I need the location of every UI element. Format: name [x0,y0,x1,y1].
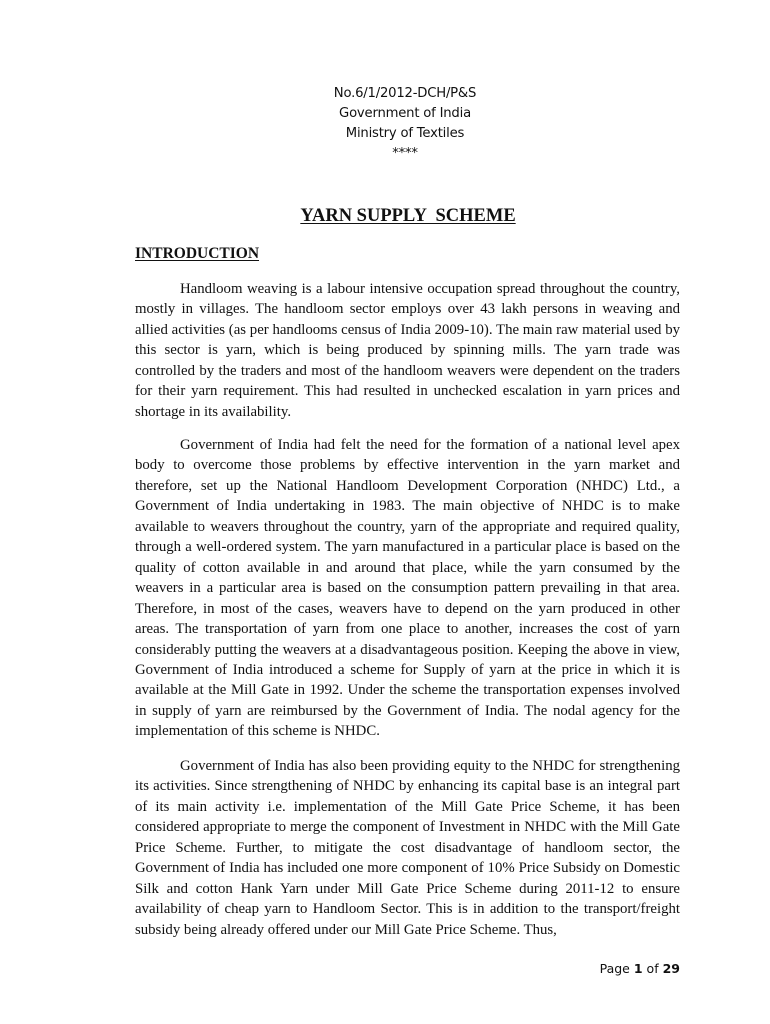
letterhead [0,84,770,164]
of-label: of [646,961,659,976]
page-footer [600,961,680,976]
paragraph-1: Handloom weaving is a labour intensive occupation spread throughout the country, mostly in villages. The handloom sector employs over 43 lakh persons in weaving and allied activities (as per handlooms census of India 2009-10). The main raw material used by this sector is yarn, which is being produced by spinning mills. The yarn trade was controlled by the traders and most of the handloom weavers were dependent on the traders for their yarn requirement. This had resulted in unchecked escalation in yarn prices and shortage in its availability. [135,281,680,420]
page-number: 1 [633,961,643,976]
ministry-name: Ministry of Textiles [345,126,465,141]
page-label: Page [599,961,630,976]
section-heading-introduction: INTRODUCTION [135,245,260,262]
total-pages: 29 [662,961,680,976]
paragraph-2: Government of India had felt the need for the formation of a national level apex body to overcome those problems by effective intervention in the yarn market and therefore, set up the National Handloom Development Corporation (NHDC) Ltd., a Government of India undertaking in 1983. The main objective of NHDC is to make available to weavers throughout the country, yarn of the appropriate and required quality, through a well-ordered system. The yarn manufactured in a particular place is based on the quality of cotton available in and around that place, while the yarn consumed by the weavers in a particular area is based on the consumption pattern prevailing in that area. Therefore, in most of the cases, weavers have to depend on the yarn produced in other areas. The transportation of yarn from one place to another, increases the cost of yarn considerably putting the weavers at a disadvantageous position. Keeping the above in view, Government of India introduced a scheme for Supply of yarn at the price in which it is available at the Mill Gate in 1992. Under the scheme the transportation expenses involved in supply of yarn are reimbursed by the Government of India. The nodal agency for the implementation of this scheme is NHDC. [135,437,680,740]
paragraph-3: Government of India has also been providing equity to the NHDC for strengthening its activities. Since strengthening of NHDC by enhancing its capital base is an integral part of its main activity i.e. implementation of the Mill Gate Price Scheme, it has been considered appropriate to merge the component of Investment in NHDC with the Mill Gate Price Scheme. Further, to mitigate the cost disadvantage of handloom sector, the Government of India has included one more component of 10% Price Subsidy on Domestic Silk and cotton Hank Yarn under Mill Gate Price Scheme during 2011-12 to ensure availability of cheap yarn to Handloom Sector. This is in addition to the transport/freight subsidy being already offered under our Mill Gate Price Scheme. Thus, [135,758,680,938]
letterhead-separator: **** [392,146,418,161]
reference-number: No.6/1/2012-DCH/P&S [333,86,477,101]
government-name: Government of India [339,106,471,121]
document-title: YARN SUPPLY SCHEME [300,206,516,226]
